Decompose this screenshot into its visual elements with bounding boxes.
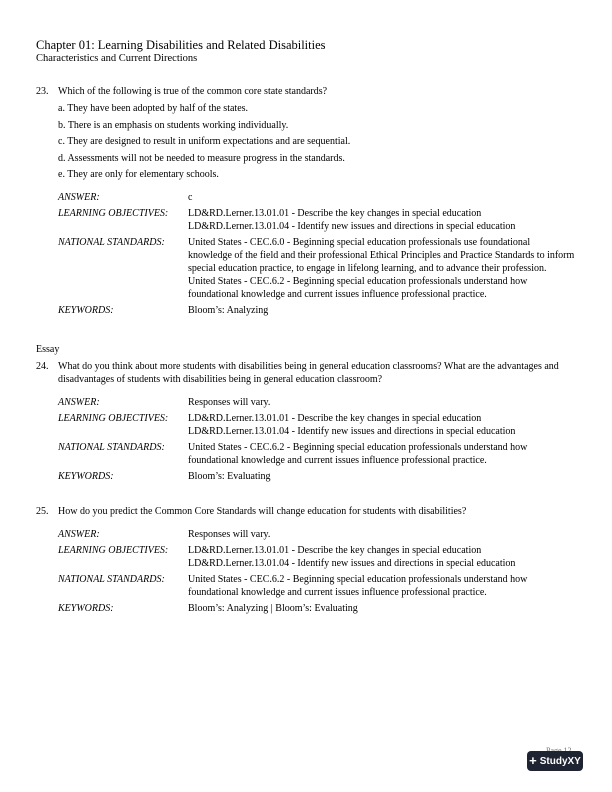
standard-item: United States - CEC.6.2 - Beginning special education professionals understand how foundational knowledge and current issues influence professional practice. — [188, 574, 528, 598]
keywords-value: Bloom’s: Evaluating — [188, 471, 271, 482]
question-text: Which of the following is true of the common core state standards? — [58, 86, 328, 97]
keywords-label: KEYWORDS: — [58, 305, 114, 317]
question-metadata — [58, 191, 576, 317]
answer-value: c — [188, 192, 193, 204]
objectives-label: LEARNING OBJECTIVES: — [58, 208, 169, 220]
objective-item: LD&RD.Lerner.13.01.04 - Identify new issues and directions in special education — [188, 558, 516, 569]
objectives-label: LEARNING OBJECTIVES: — [58, 413, 169, 424]
section-label: Essay — [36, 344, 60, 355]
choice-e: e. They are only for elementary schools. — [58, 169, 219, 181]
answer-choices — [58, 102, 576, 181]
question-number: 25. — [36, 506, 49, 517]
objective-item: LD&RD.Lerner.13.01.01 - Describe the key changes in special education — [188, 208, 482, 220]
question-number: 24. — [36, 361, 49, 372]
plus-icon: + — [529, 753, 537, 768]
question-metadata — [58, 528, 576, 615]
chapter-subtitle: Characteristics and Current Directions — [36, 53, 198, 64]
choice-c: c. They are designed to result in uniform expectations and are sequential. — [58, 136, 351, 148]
objective-item: LD&RD.Lerner.13.01.04 - Identify new issues and directions in special education — [188, 221, 516, 233]
keywords-label: KEYWORDS: — [58, 471, 114, 482]
answer-label: ANSWER: — [58, 397, 100, 408]
objectives-label: LEARNING OBJECTIVES: — [58, 545, 169, 556]
question-number: 23. — [36, 86, 49, 97]
choice-d: d. Assessments will not be needed to measure progress in the standards. — [58, 152, 345, 164]
objective-item: LD&RD.Lerner.13.01.01 - Describe the key changes in special education — [188, 413, 482, 424]
question-25 — [36, 505, 576, 618]
answer-value: Responses will vary. — [188, 397, 271, 408]
question-metadata — [58, 396, 576, 483]
question-24 — [36, 360, 576, 486]
standard-item: United States - CEC.6.0 - Beginning special education professionals use foundational knowledge of the field and their professional Ethical Principles and Practice Standards to inform special education practice, to engage in lifelong learning, and to advance their profession. — [188, 237, 575, 275]
standards-label: NATIONAL STANDARDS: — [58, 574, 165, 585]
keywords-label: KEYWORDS: — [58, 603, 114, 614]
logo-text: StudyXY — [539, 755, 581, 767]
keywords-value: Bloom’s: Analyzing — [188, 305, 269, 317]
chapter-title: Chapter 01: Learning Disabilities and Related Disabilities — [36, 38, 326, 52]
question-text: What do you think about more students with disabilities being in general education classrooms? What are the advantages and disadvantages of students with disabilities being in general education classroom? — [58, 361, 559, 385]
answer-label: ANSWER: — [58, 529, 100, 540]
objective-item: LD&RD.Lerner.13.01.04 - Identify new issues and directions in special education — [188, 426, 516, 437]
choice-b: b. There is an emphasis on students working individually. — [58, 119, 289, 131]
choice-a: a. They have been adopted by half of the states. — [58, 103, 249, 114]
standards-label: NATIONAL STANDARDS: — [58, 442, 165, 453]
studyxy-logo[interactable] — [527, 751, 583, 771]
standard-item: United States - CEC.6.2 - Beginning special education professionals understand how foundational knowledge and current issues influence professional practice. — [188, 276, 528, 301]
answer-label: ANSWER: — [58, 192, 100, 204]
question-23 — [36, 85, 576, 320]
objective-item: LD&RD.Lerner.13.01.01 - Describe the key changes in special education — [188, 545, 482, 556]
answer-value: Responses will vary. — [188, 529, 271, 540]
question-text: How do you predict the Common Core Standards will change education for students with disabilities? — [58, 506, 467, 517]
keywords-value: Bloom’s: Analyzing | Bloom’s: Evaluating — [188, 603, 358, 614]
standards-label: NATIONAL STANDARDS: — [58, 237, 165, 249]
standard-item: United States - CEC.6.2 - Beginning special education professionals understand how foundational knowledge and current issues influence professional practice. — [188, 442, 528, 466]
